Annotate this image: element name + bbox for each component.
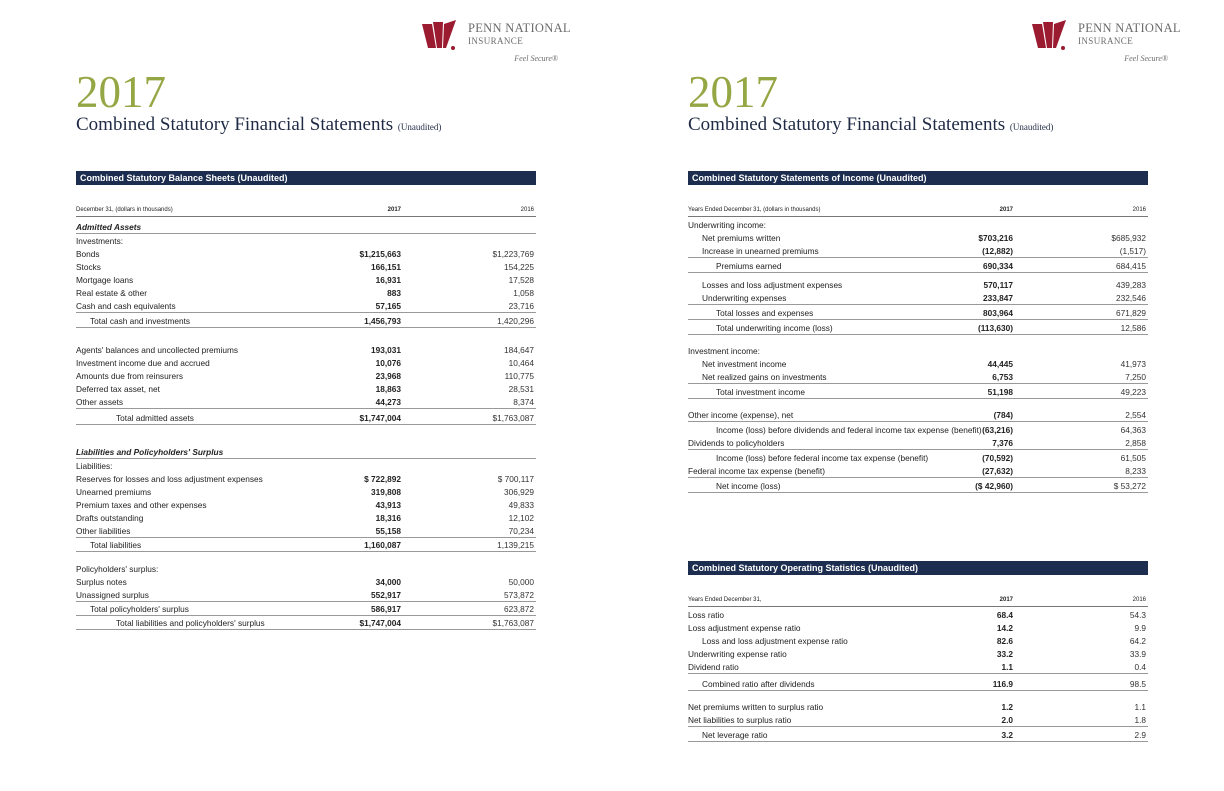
row-label: Other income (expense), net <box>688 410 794 420</box>
table-row <box>76 460 536 473</box>
row-label: Total cash and investments <box>90 316 191 326</box>
table-row <box>76 357 536 370</box>
column-2016: 2016 <box>1132 597 1146 603</box>
row-label: Total losses and expenses <box>716 308 814 318</box>
table-row <box>76 589 536 602</box>
value-2016: 12,586 <box>1120 323 1146 333</box>
table-row <box>688 678 1148 691</box>
value-2016: 41,973 <box>1120 359 1146 369</box>
table-row <box>76 274 536 287</box>
value-2017: 18,863 <box>375 384 401 394</box>
brand-insurance: INSURANCE <box>1078 36 1134 46</box>
value-2016: 671,829 <box>1116 308 1146 318</box>
brand-tagline: Feel Secure® <box>1124 54 1168 63</box>
penn-national-logo-icon <box>1030 18 1070 54</box>
value-2016: 439,283 <box>1116 280 1146 290</box>
table-row <box>76 539 536 552</box>
value-2016: 2,858 <box>1125 438 1146 448</box>
value-2017: 1.1 <box>1001 662 1013 672</box>
value-2017: 43,913 <box>375 500 401 510</box>
value-2017: $1,215,663 <box>359 249 401 259</box>
report-title <box>76 114 441 136</box>
table-row <box>76 261 536 274</box>
table-row <box>76 287 536 300</box>
row-label: Net liabilities to surplus ratio <box>688 715 792 725</box>
column-2017: 2017 <box>999 597 1013 603</box>
value-2017: 1.2 <box>1001 702 1013 712</box>
value-2016: 306,929 <box>504 487 534 497</box>
row-label: Loss and loss adjustment expense ratio <box>702 636 848 646</box>
row-label: Investments: <box>76 236 124 246</box>
value-2017: 10,076 <box>375 358 401 368</box>
value-2016: $ 700,117 <box>497 474 534 484</box>
value-2017: 233,847 <box>983 293 1013 303</box>
column-label: Years Ended December 31, (dollars in thousands) <box>688 207 821 213</box>
value-2017: 44,273 <box>375 397 401 407</box>
value-2016: 154,225 <box>504 262 534 272</box>
value-2017: $703,216 <box>978 233 1013 243</box>
value-2016: 8,233 <box>1125 466 1146 476</box>
table-row <box>76 300 536 313</box>
row-label: Premium taxes and other expenses <box>76 500 207 510</box>
table-row <box>688 480 1148 493</box>
report-title-text: Combined Statutory Financial Statements <box>688 114 1006 135</box>
balance-sheet-heading: Combined Statutory Balance Sheets (Unaudited) <box>76 171 536 185</box>
brand-insurance: INSURANCE <box>468 36 524 46</box>
value-2016: $1,763,087 <box>492 618 534 628</box>
row-label: Net leverage ratio <box>702 730 768 740</box>
value-2016: (1,517) <box>1119 246 1146 256</box>
value-2017: 2.0 <box>1001 715 1013 725</box>
row-label: Investment income: <box>688 346 760 356</box>
row-label: Total liabilities and policyholders' surplus <box>116 618 265 628</box>
value-2017: ($ 42,960) <box>975 481 1013 491</box>
row-label: Drafts outstanding <box>76 513 144 523</box>
value-2017: (27,632) <box>982 466 1013 476</box>
operating-heading: Combined Statutory Operating Statistics (Unaudited) <box>688 561 1148 575</box>
value-2016: 17,528 <box>508 275 534 285</box>
row-label: Total underwriting income (loss) <box>716 323 833 333</box>
report-title <box>688 114 1053 136</box>
value-2017: 1,160,087 <box>364 540 401 550</box>
value-2016: 7,250 <box>1125 372 1146 382</box>
row-label: Loss ratio <box>688 610 724 620</box>
row-label: Loss adjustment expense ratio <box>688 623 801 633</box>
table-row <box>688 345 1148 358</box>
value-2016: 110,775 <box>504 371 534 381</box>
table-row <box>76 576 536 589</box>
value-2017: 570,117 <box>983 280 1013 290</box>
table-row <box>76 235 536 248</box>
table-row <box>688 358 1148 371</box>
value-2017: 166,151 <box>371 262 401 272</box>
penn-national-logo <box>1030 18 1180 68</box>
value-2016: 9.9 <box>1134 623 1146 633</box>
value-2017: 16,931 <box>375 275 401 285</box>
row-label: Net income (loss) <box>716 481 781 491</box>
value-2017: (70,592) <box>982 453 1013 463</box>
row-label: Losses and loss adjustment expenses <box>702 280 843 290</box>
value-2017: (63,216) <box>982 425 1013 435</box>
liabilities-title <box>76 446 536 459</box>
value-2017: (12,882) <box>982 246 1013 256</box>
value-2016: 623,872 <box>504 604 534 614</box>
value-2016: $1,763,087 <box>492 413 534 423</box>
row-label: Total admitted assets <box>116 413 194 423</box>
row-label: Deferred tax asset, net <box>76 384 160 394</box>
row-label: Underwriting expense ratio <box>688 649 787 659</box>
income-section <box>688 171 1148 517</box>
table-row <box>688 307 1148 320</box>
table-row <box>76 486 536 499</box>
table-row <box>76 473 536 486</box>
row-label: Agents' balances and uncollected premiums <box>76 345 239 355</box>
value-2016: 10,464 <box>508 358 534 368</box>
value-2016: 33.9 <box>1129 649 1146 659</box>
value-2016: 1,058 <box>513 288 534 298</box>
row-label: Net investment income <box>702 359 787 369</box>
report-title-text: Combined Statutory Financial Statements <box>76 114 394 135</box>
value-2016: 70,234 <box>508 526 534 536</box>
value-2016: 573,872 <box>504 590 534 600</box>
row-label: Amounts due from reinsurers <box>76 371 183 381</box>
value-2016: 64,363 <box>1120 425 1146 435</box>
row-label: Underwriting expenses <box>702 293 787 303</box>
column-2017: 2017 <box>999 207 1013 213</box>
table-row <box>76 412 536 425</box>
row-label: Dividends to policyholders <box>688 438 785 448</box>
value-2017: (113,630) <box>977 323 1013 333</box>
value-2017: 586,917 <box>371 604 401 614</box>
admitted-assets-title <box>76 221 536 234</box>
report-title-note: (Unaudited) <box>397 122 442 132</box>
value-2017: 55,158 <box>375 526 401 536</box>
table-row <box>688 701 1148 714</box>
value-2016: 8,374 <box>513 397 534 407</box>
table-row <box>688 661 1148 674</box>
value-2017: 34,000 <box>375 577 401 587</box>
value-2016: 2.9 <box>1134 730 1146 740</box>
value-2017: 33.2 <box>996 649 1013 659</box>
value-2017: 23,968 <box>375 371 401 381</box>
penn-national-logo <box>420 18 570 68</box>
table-row <box>76 344 536 357</box>
table-row <box>76 383 536 396</box>
value-2017: 44,445 <box>987 359 1013 369</box>
row-label: Other liabilities <box>76 526 131 536</box>
value-2016: 61,505 <box>1120 453 1146 463</box>
report-year: 2017 <box>76 67 166 117</box>
balance-sheet-section <box>76 171 536 637</box>
table-row <box>76 563 536 576</box>
table-row <box>76 512 536 525</box>
table-row <box>688 279 1148 292</box>
value-2017: 193,031 <box>371 345 401 355</box>
column-label: Years Ended December 31, <box>688 597 762 603</box>
table-row <box>76 315 536 328</box>
operating-column-header <box>688 593 1148 607</box>
table-row <box>76 499 536 512</box>
table-row <box>688 292 1148 305</box>
value-2016: $685,932 <box>1111 233 1146 243</box>
value-2016: 232,546 <box>1116 293 1146 303</box>
row-label: Income (loss) before federal income tax expense (benefit) <box>716 453 929 463</box>
table-row <box>688 386 1148 399</box>
table-row <box>688 219 1148 232</box>
admitted-assets-label: Admitted Assets <box>76 222 142 232</box>
value-2017: 883 <box>387 288 401 298</box>
row-label: Surplus notes <box>76 577 127 587</box>
brand-tagline: Feel Secure® <box>514 54 558 63</box>
row-label: Total liabilities <box>90 540 142 550</box>
penn-national-logo-icon <box>420 18 460 54</box>
value-2017: 552,917 <box>371 590 401 600</box>
operating-body <box>688 607 1148 767</box>
row-label: Bonds <box>76 249 100 259</box>
operating-section <box>688 561 1148 767</box>
report-title-note: (Unaudited) <box>1009 122 1054 132</box>
value-2017: 57,165 <box>375 301 401 311</box>
row-label: Federal income tax expense (benefit) <box>688 466 825 476</box>
row-label: Unearned premiums <box>76 487 152 497</box>
value-2016: 28,531 <box>508 384 534 394</box>
value-2017: 803,964 <box>983 308 1013 318</box>
table-row <box>688 424 1148 437</box>
row-label: Dividend ratio <box>688 662 739 672</box>
value-2017: 116.9 <box>992 679 1013 689</box>
brand-name: PENN NATIONAL <box>468 21 571 35</box>
value-2016: 50,000 <box>508 577 534 587</box>
value-2016: 2,554 <box>1125 410 1146 420</box>
liabilities-label: Liabilities and Policyholders' Surplus <box>76 447 224 457</box>
row-label: Investment income due and accrued <box>76 358 210 368</box>
table-row <box>688 409 1148 422</box>
value-2017: 319,808 <box>371 487 401 497</box>
table-row <box>688 452 1148 465</box>
income-page <box>612 0 1224 791</box>
report-year: 2017 <box>688 67 778 117</box>
table-row <box>688 714 1148 727</box>
value-2017: $1,747,004 <box>359 618 401 628</box>
value-2016: $ 53,272 <box>1113 481 1146 491</box>
value-2016: 12,102 <box>508 513 534 523</box>
table-row <box>688 437 1148 450</box>
value-2017: 1,456,793 <box>364 316 401 326</box>
value-2016: 49,833 <box>508 500 534 510</box>
brand-name: PENN NATIONAL <box>1078 21 1181 35</box>
column-2017: 2017 <box>387 207 401 213</box>
table-row <box>76 603 536 616</box>
table-row <box>688 609 1148 622</box>
value-2017: $1,747,004 <box>359 413 401 423</box>
row-label: Net premiums written to surplus ratio <box>688 702 824 712</box>
value-2016: 184,647 <box>504 345 534 355</box>
row-label: Policyholders' surplus: <box>76 564 159 574</box>
column-label: December 31, (dollars in thousands) <box>76 207 173 213</box>
value-2017: 18,316 <box>375 513 401 523</box>
income-heading: Combined Statutory Statements of Income (Unaudited) <box>688 171 1148 185</box>
table-row <box>688 260 1148 273</box>
value-2017: 6,753 <box>992 372 1013 382</box>
table-row <box>688 648 1148 661</box>
value-2016: 0.4 <box>1134 662 1146 672</box>
value-2016: 23,716 <box>508 301 534 311</box>
table-row <box>688 465 1148 478</box>
table-row <box>688 371 1148 384</box>
row-label: Underwriting income: <box>688 220 766 230</box>
column-2016: 2016 <box>520 207 534 213</box>
value-2017: (784) <box>993 410 1013 420</box>
row-label: Total investment income <box>716 387 806 397</box>
row-label: Reserves for losses and loss adjustment expenses <box>76 474 263 484</box>
row-label: Cash and cash equivalents <box>76 301 176 311</box>
balance-sheet-body <box>76 217 536 637</box>
value-2016: $1,223,769 <box>492 249 534 259</box>
value-2016: 684,415 <box>1116 261 1146 271</box>
value-2016: 1.1 <box>1134 702 1146 712</box>
table-row <box>688 322 1148 335</box>
table-row <box>76 617 536 630</box>
value-2017: 68.4 <box>996 610 1013 620</box>
balance-sheet-column-header <box>76 203 536 217</box>
value-2016: 54.3 <box>1129 610 1146 620</box>
column-2016: 2016 <box>1132 207 1146 213</box>
row-label: Stocks <box>76 262 101 272</box>
income-body <box>688 217 1148 517</box>
table-row <box>76 248 536 261</box>
row-label: Combined ratio after dividends <box>702 679 815 689</box>
value-2017: 7,376 <box>992 438 1013 448</box>
row-label: Premiums earned <box>716 261 782 271</box>
value-2017: $ 722,892 <box>364 474 401 484</box>
value-2017: 14.2 <box>996 623 1013 633</box>
row-label: Liabilities: <box>76 461 113 471</box>
value-2017: 82.6 <box>996 636 1013 646</box>
value-2017: 3.2 <box>1001 730 1013 740</box>
row-label: Real estate & other <box>76 288 148 298</box>
table-row <box>688 245 1148 258</box>
table-row <box>688 232 1148 245</box>
row-label: Mortgage loans <box>76 275 134 285</box>
row-label: Net realized gains on investments <box>702 372 827 382</box>
value-2016: 49,223 <box>1120 387 1146 397</box>
value-2016: 1,139,215 <box>497 540 534 550</box>
row-label: Net premiums written <box>702 233 781 243</box>
value-2016: 1,420,296 <box>497 316 534 326</box>
table-row <box>76 370 536 383</box>
table-row <box>76 396 536 409</box>
row-label: Total policyholders' surplus <box>90 604 189 614</box>
row-label: Increase in unearned premiums <box>702 246 819 256</box>
table-row <box>688 729 1148 742</box>
table-row <box>76 525 536 538</box>
table-row <box>688 622 1148 635</box>
value-2016: 1.8 <box>1134 715 1146 725</box>
value-2016: 98.5 <box>1129 679 1146 689</box>
row-label: Other assets <box>76 397 124 407</box>
table-row <box>688 635 1148 648</box>
row-label: Unassigned surplus <box>76 590 149 600</box>
row-label: Income (loss) before dividends and federal income tax expense (benefit) <box>716 425 982 435</box>
value-2016: 64.2 <box>1129 636 1146 646</box>
value-2017: 51,198 <box>987 387 1013 397</box>
value-2017: 690,334 <box>983 261 1013 271</box>
income-column-header <box>688 203 1148 217</box>
